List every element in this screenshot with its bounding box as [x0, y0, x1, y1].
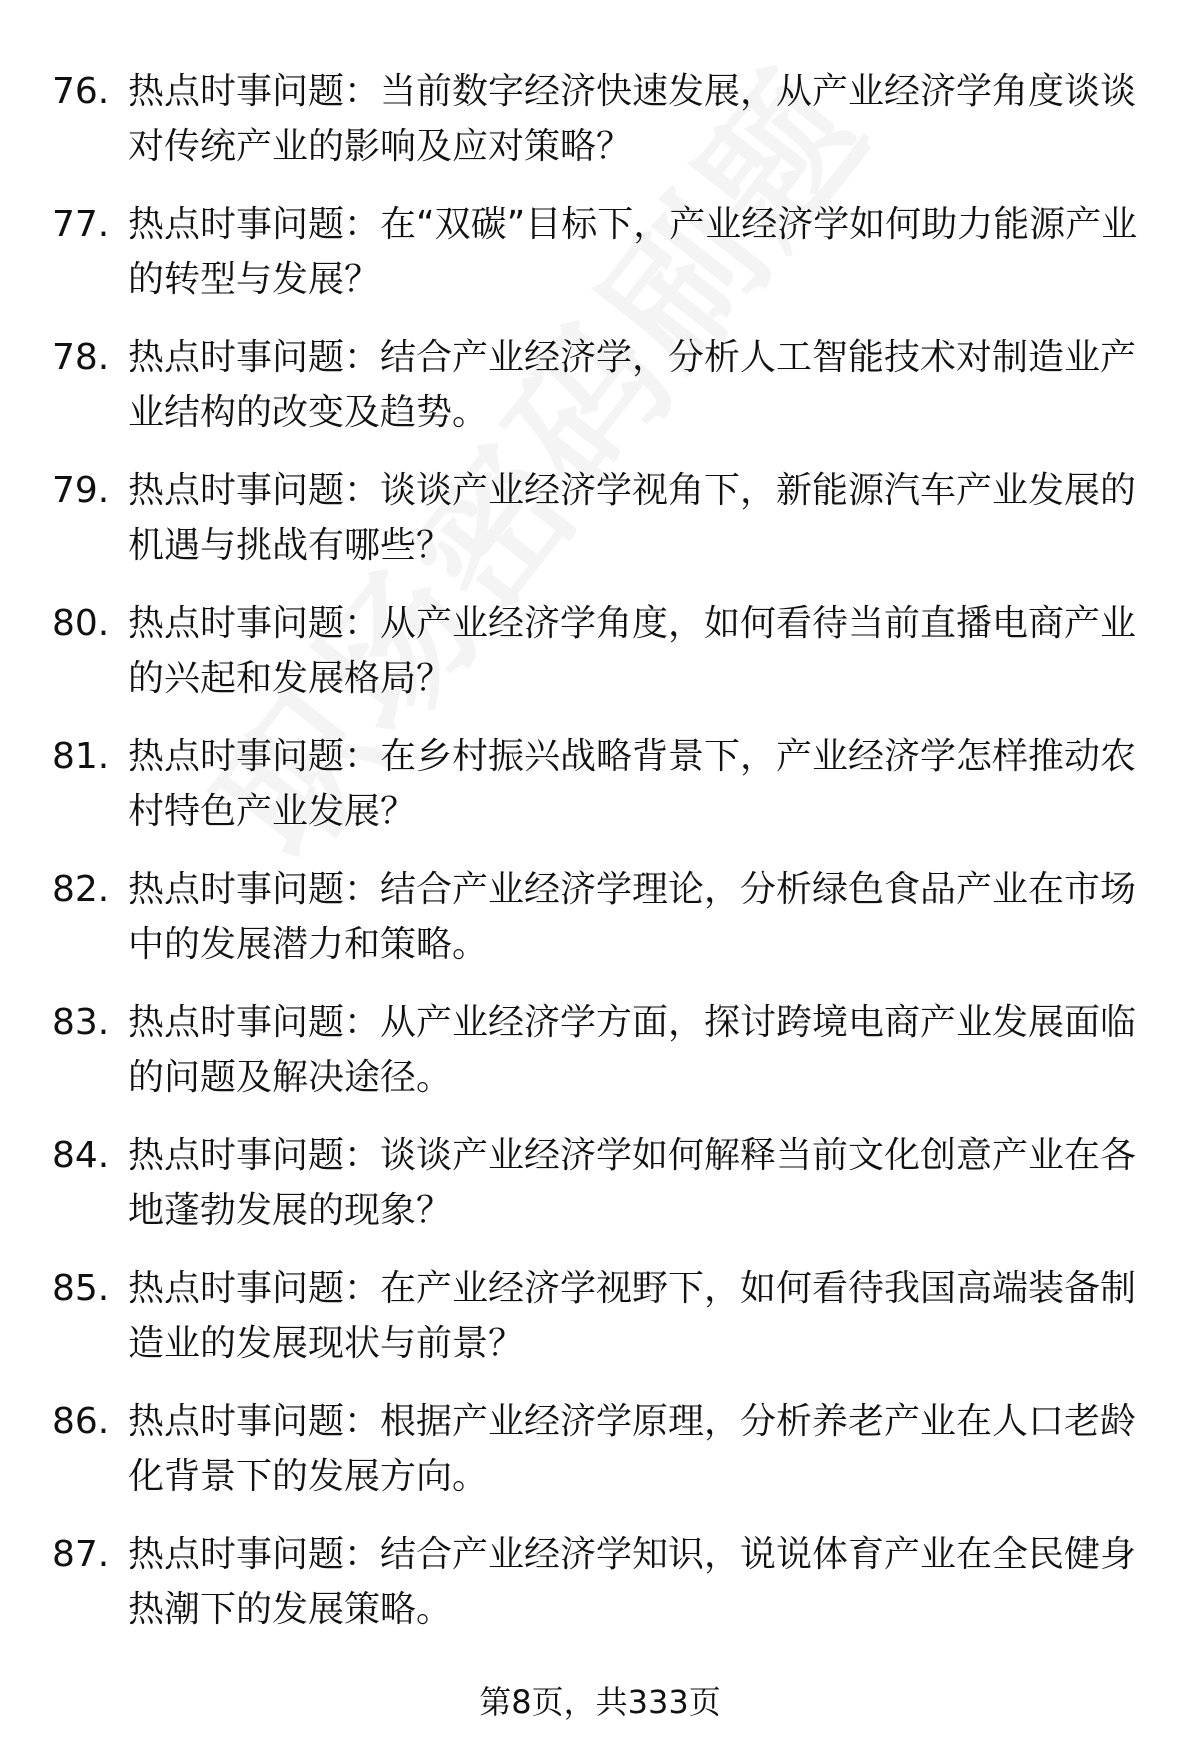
question-item [0, 330, 1200, 463]
question-text: 热点时事问题：在产业经济学视野下，如何看待我国高端装备制造业的发展现状与前景？ [128, 1268, 1137, 1364]
question-item [0, 197, 1200, 330]
question-number: 85. [52, 1268, 110, 1309]
question-text: 热点时事问题：从产业经济学方面，探讨跨境电商产业发展面临的问题及解决途径。 [128, 1002, 1137, 1098]
question-number: 83. [52, 1002, 110, 1043]
question-item [0, 1527, 1200, 1660]
question-text: 热点时事问题：谈谈产业经济学视角下，新能源汽车产业发展的机遇与挑战有哪些？ [128, 470, 1137, 566]
question-number: 77. [52, 204, 110, 245]
question-number: 86. [52, 1401, 110, 1442]
question-text: 热点时事问题：结合产业经济学，分析人工智能技术对制造业产业结构的改变及趋势。 [128, 337, 1137, 433]
question-item [0, 64, 1200, 197]
question-text: 热点时事问题：结合产业经济学理论，分析绿色食品产业在市场中的发展潜力和策略。 [128, 869, 1137, 965]
question-number: 81. [52, 736, 110, 777]
question-item [0, 1394, 1200, 1527]
question-item [0, 1128, 1200, 1261]
question-text: 热点时事问题：结合产业经济学知识，说说体育产业在全民健身热潮下的发展策略。 [128, 1534, 1137, 1630]
question-text: 热点时事问题：在乡村振兴战略背景下，产业经济学怎样推动农村特色产业发展？ [128, 736, 1137, 832]
question-text: 热点时事问题：从产业经济学角度，如何看待当前直播电商产业的兴起和发展格局？ [128, 603, 1137, 699]
question-number: 82. [52, 869, 110, 910]
question-item [0, 862, 1200, 995]
question-item [0, 729, 1200, 862]
question-number: 76. [52, 71, 110, 112]
question-item [0, 995, 1200, 1128]
question-number: 79. [52, 470, 110, 511]
question-item [0, 1261, 1200, 1394]
page-indicator: 第8页，共333页 [479, 1683, 721, 1721]
question-number: 78. [52, 337, 110, 378]
question-item [0, 596, 1200, 729]
question-text: 热点时事问题：在“双碳”目标下，产业经济学如何助力能源产业的转型与发展？ [128, 204, 1138, 300]
question-number: 84. [52, 1135, 110, 1176]
question-item [0, 463, 1200, 596]
question-number: 80. [52, 603, 110, 644]
question-text: 热点时事问题：谈谈产业经济学如何解释当前文化创意产业在各地蓬勃发展的现象？ [128, 1135, 1137, 1231]
question-text: 热点时事问题：根据产业经济学原理，分析养老产业在人口老龄化背景下的发展方向。 [128, 1401, 1137, 1497]
question-list [0, 64, 1200, 1660]
question-number: 87. [52, 1534, 110, 1575]
question-text: 热点时事问题：当前数字经济快速发展，从产业经济学角度谈谈对传统产业的影响及应对策略？ [128, 71, 1137, 167]
